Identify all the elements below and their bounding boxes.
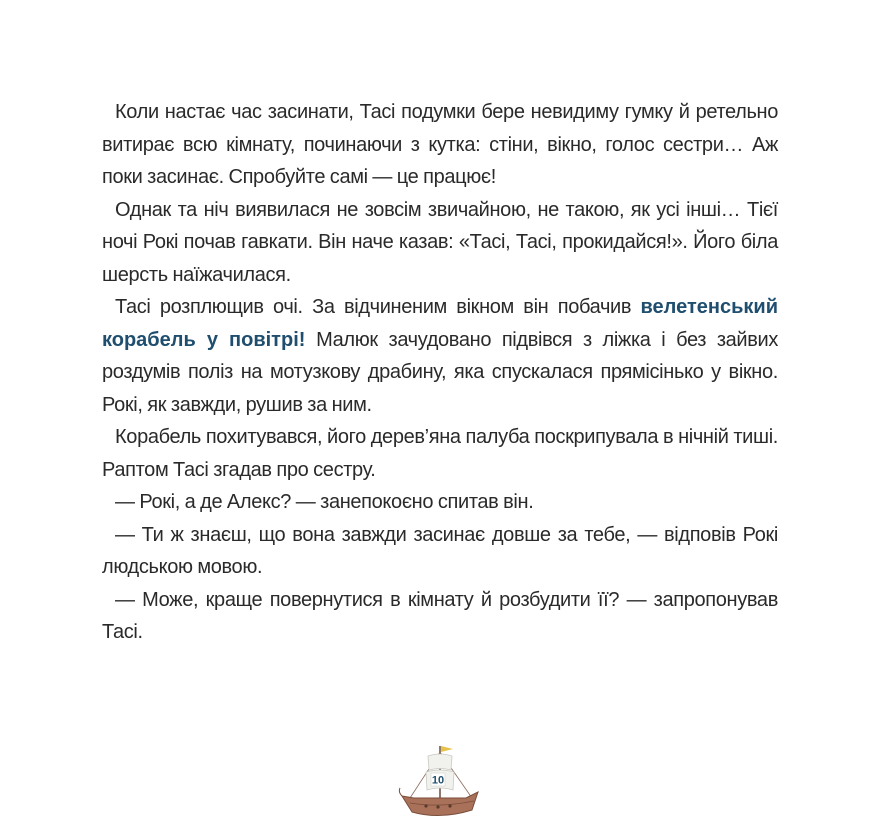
dialogue-line-2: — Ти ж знаєш, що вона завжди засинає довше за тебе, — відповів Рокі людською мовою. [102,523,778,578]
paragraph-2: Однак та ніч виявилася не зовсім звичайною, не такою, як усі інші… Тієї ночі Рокі почав гавкати. Він наче казав: «Тасі, Тасі, прокидайся!». Його біла шерсть наїжачилася. [102,198,778,286]
dialogue-line-3: — Може, краще повернутися в кімнату й розбудити її? — запропонував Тасі. [102,588,778,643]
page-number: 10 [431,774,445,787]
paragraph-3-after: Малюк зачудовано підвівся з ліжка і без зайвих роздумів поліз на мотузкову драбину, яка спускалася прямісінько у вікно. Рокі, як завжди, рушив за ним. [102,328,778,416]
highlight-phrase: велетенський корабель у повітрі! [102,296,778,351]
ship-icon [398,740,480,825]
dialogue-line-1: — Рокі, а де Алекс? — занепокоєно спитав він. [115,491,534,513]
paragraph-4: Корабель похитувався, його дерев’яна палуба поскрипувала в нічній тиші. Раптом Тасі згадав про сестру. [102,426,778,481]
paragraph-3 [102,291,778,421]
paragraph-3-before: Тасі розплющив очі. За відчиненим вікном він побачив [115,296,641,318]
paragraph-1: Коли настає час засинати, Тасі подумки бере невидиму гумку й ретельно витирає всю кімнату, починаючи з кутка: стіни, вікно, голос сестри… Аж поки засинає. Спробуйте самі — це працює! [102,101,778,188]
story-text [102,96,778,649]
